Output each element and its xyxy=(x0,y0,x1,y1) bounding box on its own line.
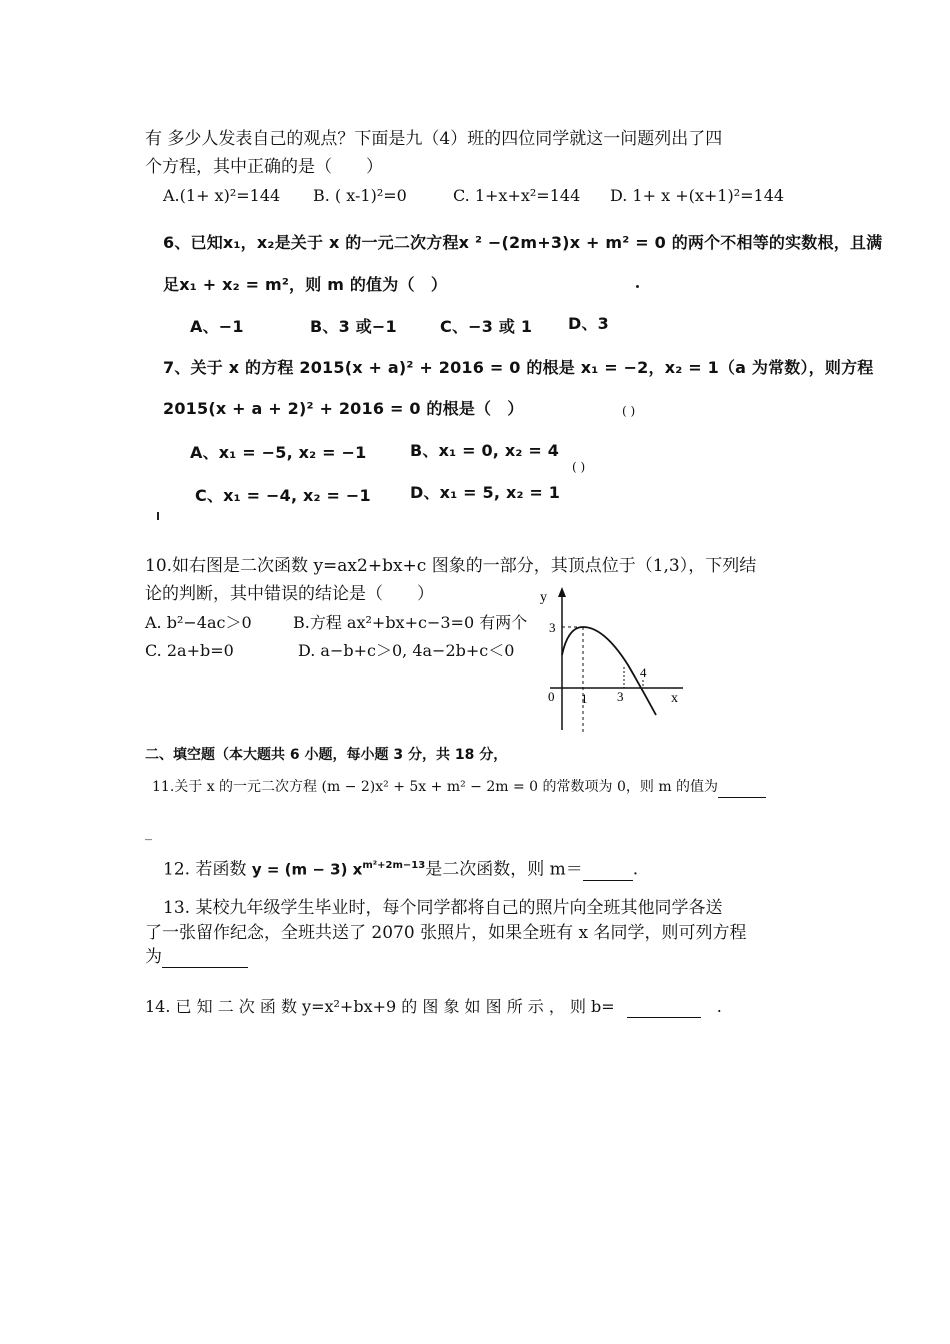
q13-line1: 13. 某校九年级学生毕业时，每个同学都将自己的照片向全班其他同学各送 xyxy=(163,898,723,918)
y-axis-arrow xyxy=(558,587,566,597)
q6-option-d: D、3 xyxy=(568,314,610,333)
q14-end: . xyxy=(716,997,722,1016)
q12-exponent: m²+2m−13 xyxy=(362,860,426,871)
q14-answer-blank[interactable] xyxy=(627,1001,701,1018)
q6-option-a: A、−1 xyxy=(190,317,244,336)
q5-line2: 个方程，其中正确的是（ ） xyxy=(145,157,383,177)
q7-option-a: A、x₁ = −5, x₂ = −1 xyxy=(190,443,367,462)
q10-option-c: C. 2a+b=0 xyxy=(145,641,234,660)
q12-formula: y = (m − 3) x xyxy=(251,860,363,879)
q10-option-a: A. b²−4ac＞0 xyxy=(145,613,252,632)
tick-label-x4: 4 xyxy=(640,665,647,680)
tick-label-x3: 3 xyxy=(617,689,624,704)
q10-line1: 10.如右图是二次函数 y=ax2+bx+c 图象的一部分，其顶点位于（1,3），下列结 xyxy=(145,556,757,576)
q12-end: . xyxy=(632,859,639,880)
q10-line2: 论的判断，其中错误的结论是（ ） xyxy=(145,584,434,604)
q12-line xyxy=(163,855,638,881)
q10-option-b: B.方程 ax²+bx+c−3=0 有两个 xyxy=(293,613,528,632)
q13-answer-blank[interactable] xyxy=(162,951,248,968)
q6-line2: 足x₁ + x₂ = m²，则 m 的值为（ ） xyxy=(163,275,448,294)
q12-answer-blank[interactable] xyxy=(583,864,633,881)
q11-text xyxy=(152,776,766,798)
q7-line1: 7、关于 x 的方程 2015(x + a)² + 2016 = 0 的根是 x₁ = −2，x₂ = 1（a 为常数），则方程 xyxy=(163,358,874,377)
section-2-heading: 二、填空题（本大题共 6 小题，每小题 3 分，共 18 分， xyxy=(145,747,508,763)
q11-tail: _ xyxy=(145,825,152,841)
q7-option-c: C、x₁ = −4, x₂ = −1 xyxy=(195,486,371,505)
q5-option-b: B. ( x-1)²=0 xyxy=(313,186,407,205)
q12-prefix: 12. 若函数 xyxy=(163,859,247,880)
scan-edge-mark xyxy=(157,512,159,520)
q7-option-b: B、x₁ = 0, x₂ = 4 xyxy=(410,441,560,460)
tick-label-y3: 3 xyxy=(549,620,556,635)
q6-option-c: C、−3 或 1 xyxy=(440,317,533,336)
y-axis-label: y xyxy=(540,590,547,605)
q5-option-a: A.(1+ x)²=144 xyxy=(163,186,281,205)
q6-option-b: B、3 或−1 xyxy=(310,317,397,336)
q13-line2: 了一张留作纪念，全班共送了 2070 张照片，如果全班有 x 名同学，则可列方程 xyxy=(145,923,747,943)
q5-option-c: C. 1+x+x²=144 xyxy=(453,186,581,205)
q5-line1: 有 多少人发表自己的观点？下面是九（4）班的四位同学就这一问题列出了四 xyxy=(145,129,723,149)
q11-answer-blank[interactable] xyxy=(718,781,766,798)
q12-suffix: 是二次函数，则 m＝ xyxy=(425,859,583,880)
q10-option-d: D. a−b+c＞0, 4a−2b+c＜0 xyxy=(298,641,515,660)
q6-line1: 6、已知x₁，x₂是关于 x 的一元二次方程x ² −(2m+3)x + m² = 0 的两个不相等的实数根，且满 xyxy=(163,233,883,252)
parabola-graph xyxy=(528,585,698,735)
q13-line3 xyxy=(145,946,248,968)
q5-option-d: D. 1+ x +(x+1)²=144 xyxy=(610,186,785,205)
q7-line2: 2015(x + a + 2)² + 2016 = 0 的根是（ ） xyxy=(163,399,524,418)
q14-text: 14. 已 知 二 次 函 数 y=x²+bx+9 的 图 象 如 图 所 示 ， 则 b= xyxy=(145,997,615,1016)
origin-label: 0 xyxy=(548,689,555,704)
tick-label-x1: 1 xyxy=(581,691,588,706)
q7-option-d: D、x₁ = 5, x₂ = 1 xyxy=(410,483,561,502)
q7-paren-2: ( ) xyxy=(572,460,586,474)
scan-speck xyxy=(636,285,639,288)
q14-line xyxy=(145,996,722,1018)
q13-line3-text: 为 xyxy=(145,947,162,967)
q11-body: 11.关于 x 的一元二次方程 (m − 2)x² + 5x + m² − 2m = 0 的常数项为 0，则 m 的值为 xyxy=(152,779,719,795)
x-axis-label: x xyxy=(671,691,678,706)
q7-paren-1: ( ) xyxy=(622,404,636,418)
